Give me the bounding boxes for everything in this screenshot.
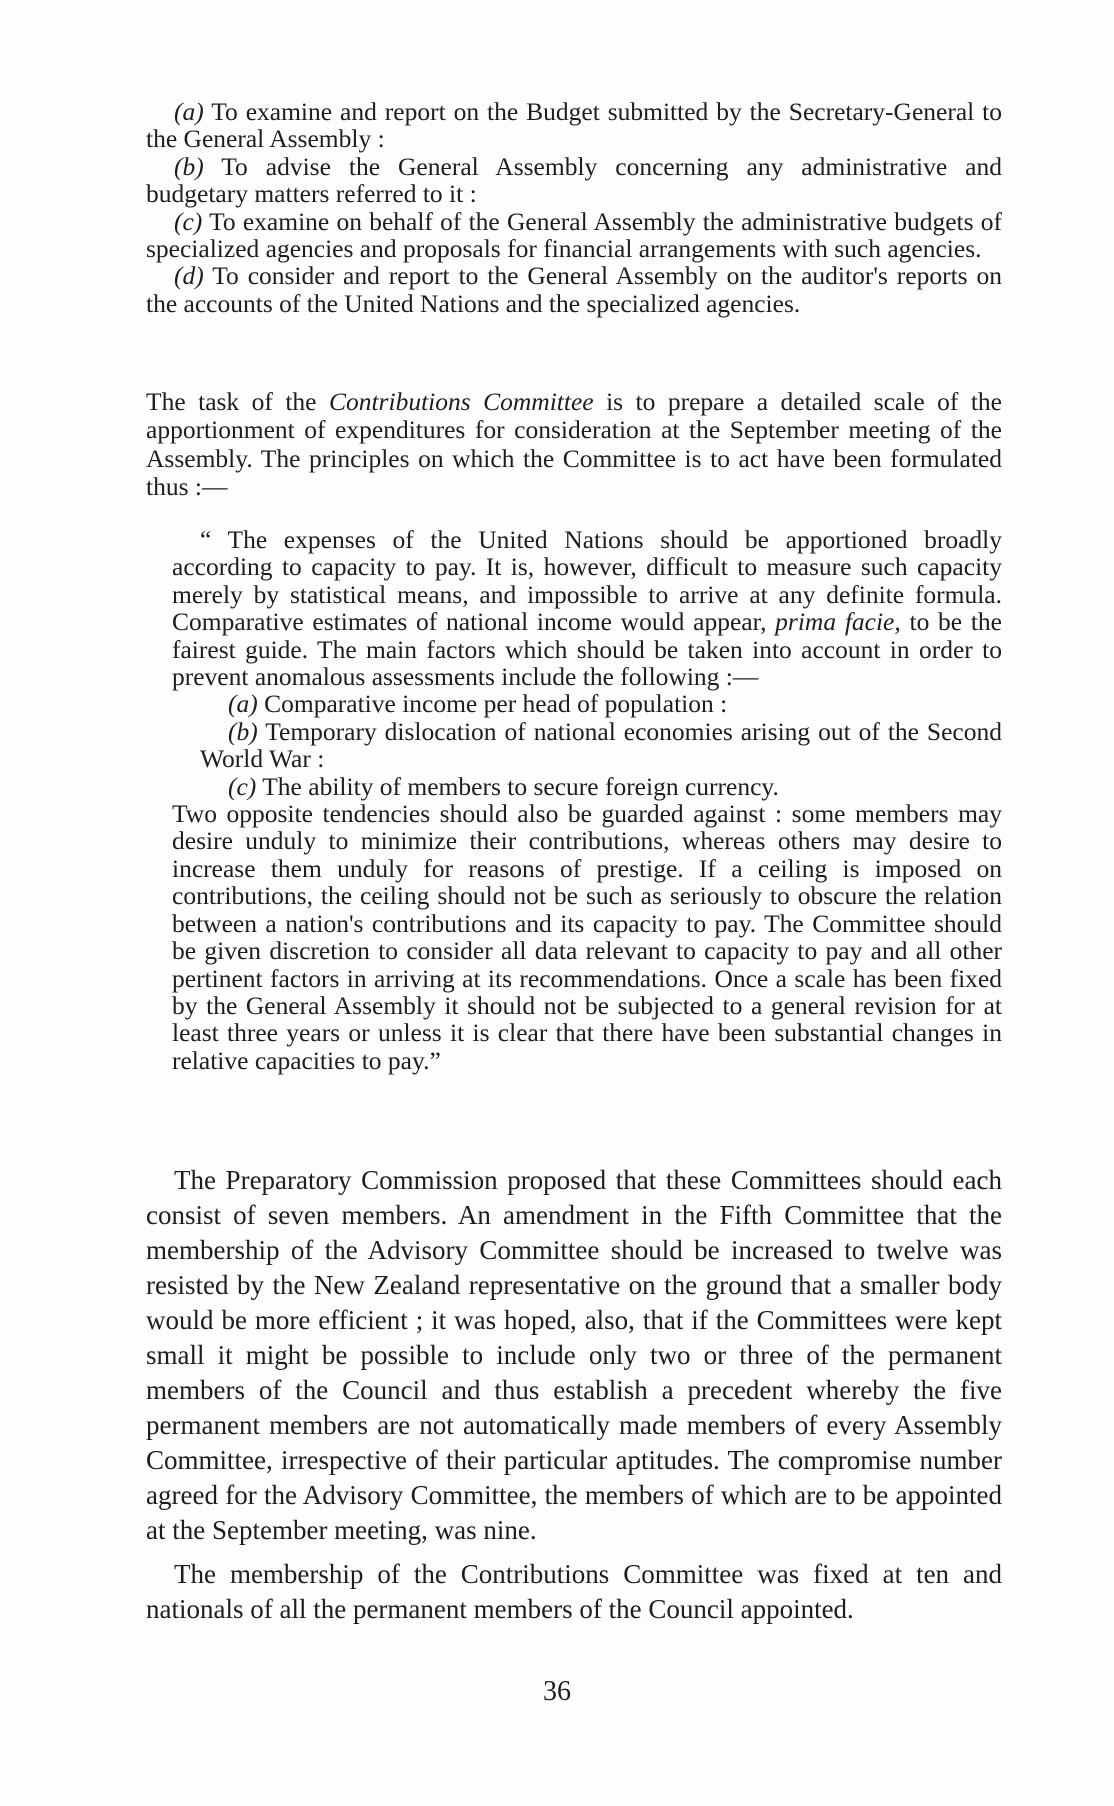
duty-item-a	[146, 98, 1002, 153]
factor-item-a	[172, 690, 1002, 717]
duty-item-c	[146, 208, 1002, 263]
factor-item-b	[172, 718, 1002, 773]
duty-label: (d)	[174, 261, 204, 291]
membership-paragraph: The membership of the Contributions Committee was fixed at ten and nationals of all the permanent members of the Council appointed.	[146, 1559, 1002, 1624]
advisory-committee-duties	[146, 98, 1002, 317]
duty-item-b	[146, 153, 1002, 208]
committee-name: Contributions Committee	[328, 387, 594, 416]
duty-text: To examine and report on the Budget submitted by the Secretary-General to the General Assembly :	[146, 97, 1002, 154]
factor-label: (c)	[228, 771, 257, 801]
paragraph-text: The task of the	[146, 387, 329, 416]
quotation-paragraph: Two opposite tendencies should also be guarded against : some members may desire unduly to minimize their contributions, whereas others may desire to increase them unduly for reasons of prestige. If a ceiling is imposed on contributions, the ceiling should not be such as seriously to obscure the relation between a nation's contributions and its capacity to pay. The Committee should be given discretion to consider all data relevant to capacity to pay and all other pertinent factors in arriving at its recommendations. Once a scale has been fixed by the General Assembly it should not be subjected to a general revision for at least three years or unless it is clear that there have been substantial changes in relative capacities to pay.”	[172, 799, 1002, 1075]
factor-label: (b)	[228, 716, 258, 746]
page-number: 36	[543, 1676, 571, 1707]
duty-label: (b)	[174, 151, 204, 181]
duty-text: To examine on behalf of the General Assembly the administrative budgets of specialized agencies and proposals for financial arrangements with such agencies.	[146, 206, 1003, 264]
factor-item-c	[172, 773, 1002, 800]
preparatory-commission-paragraph: The Preparatory Commission proposed that these Committees should each consist of seven members. An amendment in the Fifth Committee that the membership of the Advisory Committee should be increased to twelve was resisted by the New Zealand representative on the ground that a smaller body would be more efficient ; it was hoped, also, that if the Committees were kept small it might be possible to include only two or three of the permanent members of the Council and thus establish a precedent whereby the five permanent members are not automatically made members of every Assembly Committee, irrespective of their particular aptitudes. The compromise number agreed for the Advisory Committee, the members of which are to be appointed at the September meeting, was nine.	[146, 1165, 1002, 1545]
duty-label: (c)	[174, 206, 203, 236]
duty-label: (a)	[174, 97, 204, 126]
duty-text: To consider and report to the General Assembly on the auditor's reports on the accounts of the United Nations and the specialized agencies.	[146, 261, 1003, 318]
duty-item-d	[146, 262, 1002, 317]
principles-quotation	[172, 526, 1002, 1074]
contributions-committee-paragraph	[146, 388, 1002, 501]
duty-text: To advise the General Assembly concerning any administrative and budgetary matters referred to it :	[146, 151, 1002, 209]
paragraph-text: is to prepare a detailed scale of the apportionment of expenditures for consideration at the September meeting of the Assembly. The principles on which the Committee is to act have been formulated thus :—	[146, 387, 1002, 501]
latin-phrase: prima facie,	[775, 607, 901, 637]
factor-text: Temporary dislocation of national economies arising out of the Second World War :	[200, 716, 1002, 774]
factor-label: (a)	[228, 689, 258, 719]
quotation-paragraph: “ The expenses of the United Nations should be apportioned broadly according to capacity to pay. It is, however, difficult to measure such capacity merely by statistical means, and impossible to arrive at any definite formula. Comparative estimates of national income would appear, prima facie, to be the fairest guide. The main factors which should be taken into account in order to prevent anomalous assessments include the following :—	[172, 525, 1002, 692]
factor-text: Comparative income per head of population :	[264, 689, 728, 719]
factor-text: The ability of members to secure foreign currency.	[262, 771, 779, 801]
